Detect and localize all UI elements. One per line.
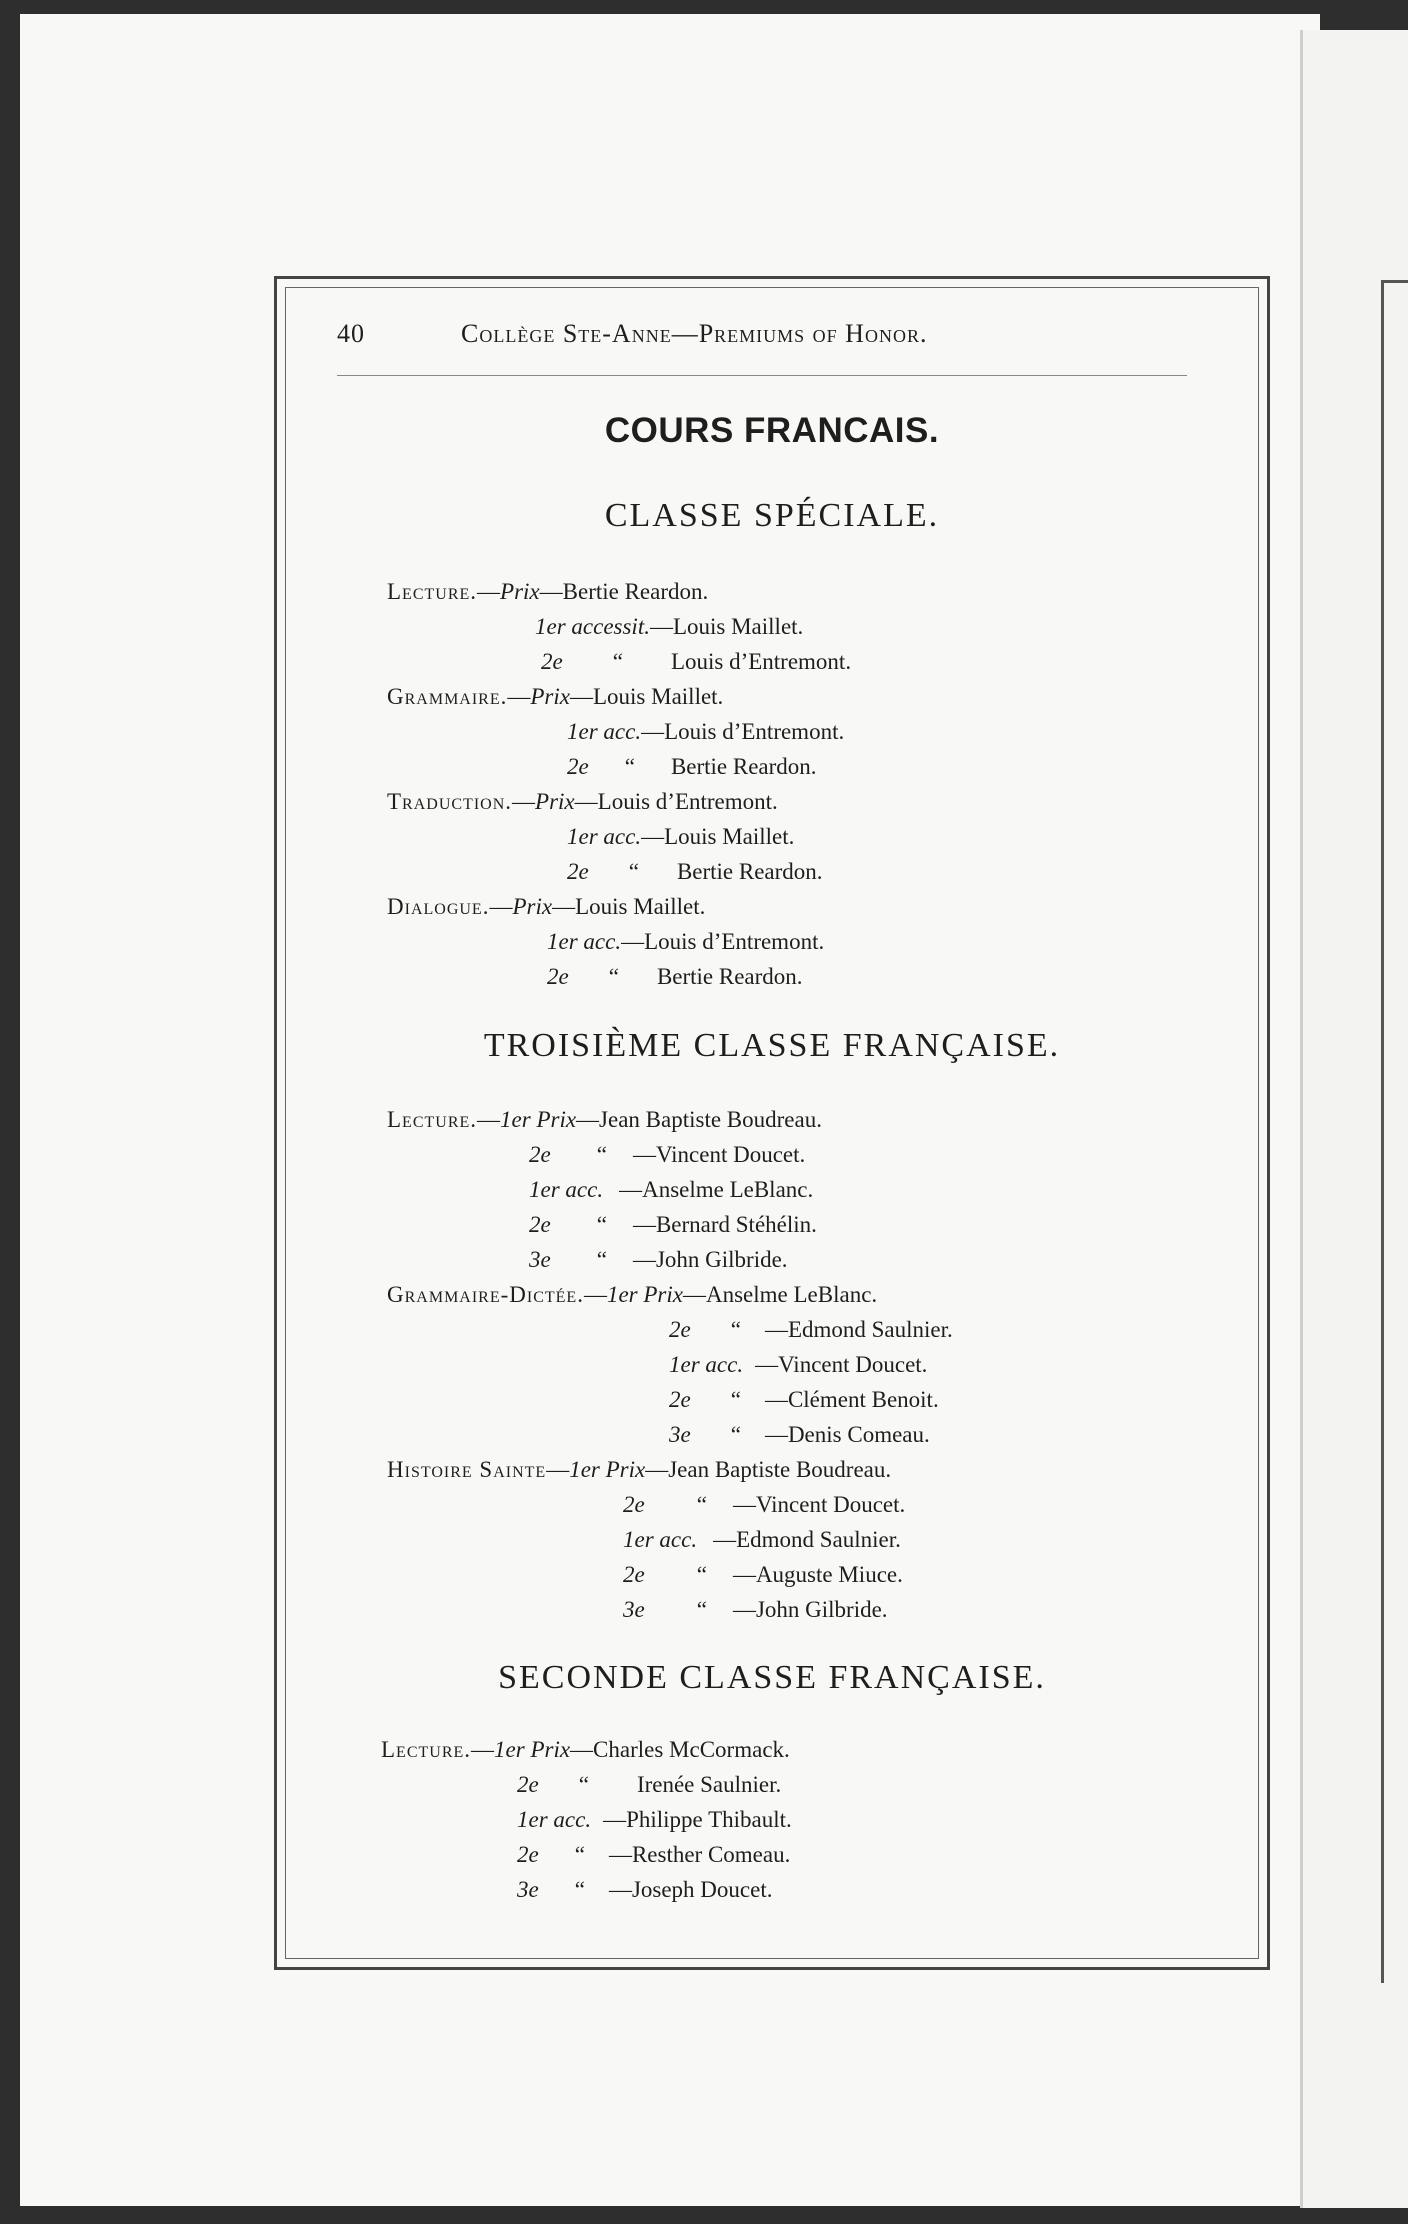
list-item: Lecture.—1er Prix—Charles McCormack. <box>381 1737 790 1762</box>
list-item: 3e “ —John Gilbride. <box>529 1247 788 1272</box>
list-item: Dialogue.—Prix—Louis Maillet. <box>387 894 706 919</box>
page-number: 40 <box>337 319 365 348</box>
list-item: Traduction.—Prix—Louis d’Entremont. <box>387 789 778 814</box>
list-item: 1er acc. —Anselme LeBlanc. <box>529 1177 814 1202</box>
list-item: 2e “ —Vincent Doucet. <box>623 1492 906 1517</box>
header-rule <box>337 375 1187 376</box>
page-border <box>274 276 1270 1970</box>
main-heading: COURS FRANCAIS. <box>604 411 940 450</box>
list-item: Grammaire.—Prix—Louis Maillet. <box>387 684 724 709</box>
book-page <box>20 14 1320 2206</box>
list-item: Lecture.—Prix—Bertie Reardon. <box>387 579 709 604</box>
list-item: 2e “ Bertie Reardon. <box>547 964 803 989</box>
list-item: Grammaire-Dictée.—1er Prix—Anselme LeBlanc. <box>387 1282 878 1307</box>
list-item: 1er accessit.—Louis Maillet. <box>535 614 804 639</box>
list-item: 1er acc. —Edmond Saulnier. <box>623 1527 901 1552</box>
list-item: 2e “ —Auguste Miuce. <box>623 1562 903 1587</box>
list-item: 1er acc.—Louis d’Entremont. <box>547 929 825 954</box>
section-title-troisieme-classe: TROISIÈME CLASSE FRANÇAISE. <box>483 1027 1061 1064</box>
section-title-classe-speciale: CLASSE SPÉCIALE. <box>604 497 940 534</box>
section-title-seconde-classe: SECONDE CLASSE FRANÇAISE. <box>498 1659 1046 1696</box>
adjacent-page-edge <box>1300 30 1408 2208</box>
list-item: 3e “ —Denis Comeau. <box>669 1422 930 1447</box>
list-item: 1er acc.—Louis d’Entremont. <box>567 719 845 744</box>
list-item: 3e “ —Joseph Doucet. <box>517 1877 773 1902</box>
adjacent-page-border <box>1381 280 1408 1983</box>
list-item: 2e “ —Edmond Saulnier. <box>669 1317 953 1342</box>
running-head <box>337 319 1227 359</box>
list-item: 2e “ Louis d’Entremont. <box>541 649 852 674</box>
list-item: 2e “ Bertie Reardon. <box>567 859 823 884</box>
list-item: Lecture.—1er Prix—Jean Baptiste Boudreau. <box>387 1107 822 1132</box>
list-item: 1er acc. —Vincent Doucet. <box>669 1352 928 1377</box>
list-item: 1er acc.—Louis Maillet. <box>567 824 795 849</box>
list-item: 2e “ Bertie Reardon. <box>567 754 817 779</box>
list-item: 2e “ Irenée Saulnier. <box>517 1772 782 1797</box>
list-item: Histoire Sainte—1er Prix—Jean Baptiste Boudreau. <box>387 1457 892 1482</box>
list-item: 2e “ —Clément Benoit. <box>669 1387 939 1412</box>
running-title: Collège Ste-Anne—Premiums of Honor. <box>461 319 928 348</box>
list-item: 3e “ —John Gilbride. <box>623 1597 888 1622</box>
list-item: 1er acc. —Philippe Thibault. <box>517 1807 792 1832</box>
list-item: 2e “ —Bernard Stéhélin. <box>529 1212 817 1237</box>
list-item: 2e “ —Resther Comeau. <box>517 1842 791 1867</box>
list-item: 2e “ —Vincent Doucet. <box>529 1142 806 1167</box>
